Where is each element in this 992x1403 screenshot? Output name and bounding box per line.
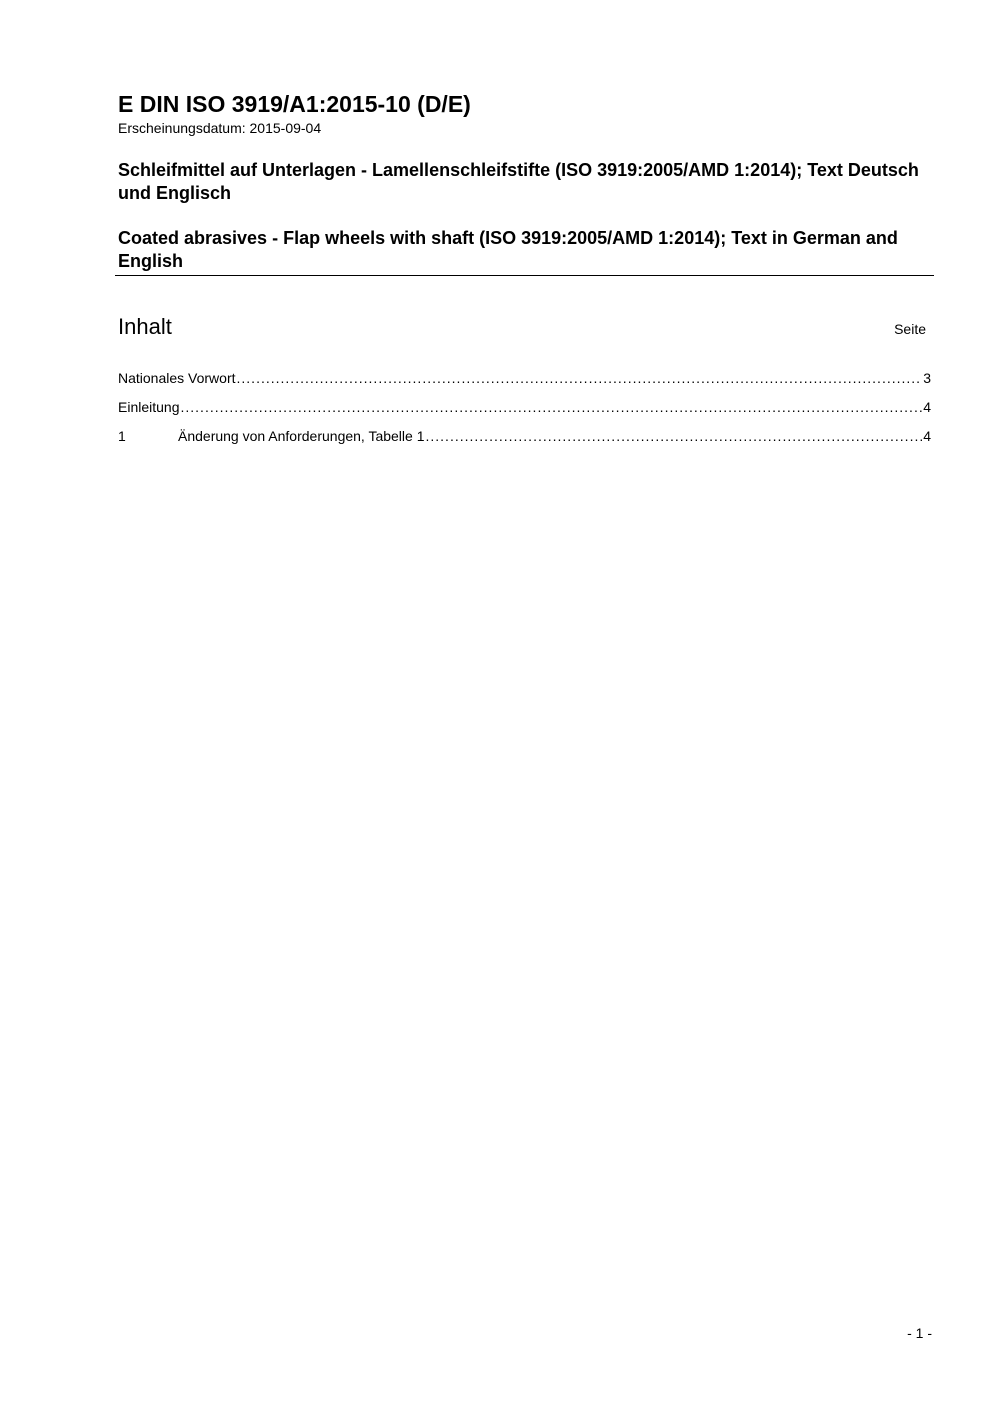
toc-leader-dots (181, 399, 923, 416)
toc-leader-dots (426, 428, 923, 445)
toc-header (118, 313, 926, 341)
toc-heading: Inhalt (118, 314, 172, 339)
document-header (118, 90, 934, 273)
title-english: Coated abrasives - Flap wheels with shaft (ISO 3919:2005/AMD 1:2014); Text in German and English (118, 228, 898, 271)
toc-entry-page: 4 (923, 428, 931, 444)
table-of-contents (118, 370, 931, 457)
title-german: Schleifmittel auf Unterlagen - Lamellenschleifstifte (ISO 3919:2005/AMD 1:2014); Text Deutsch und Englisch (118, 160, 919, 203)
header-divider (115, 275, 934, 276)
page-number: - 1 - (907, 1325, 932, 1341)
toc-entry-page: 3 (923, 370, 931, 386)
publication-date: Erscheinungsdatum: 2015-09-04 (118, 120, 322, 136)
toc-leader-dots (237, 370, 923, 387)
toc-entry-title: Nationales Vorwort (118, 370, 236, 386)
toc-entry[interactable] (118, 399, 931, 428)
toc-entry[interactable] (118, 428, 931, 457)
toc-entry[interactable] (118, 370, 931, 399)
toc-entry-title: Änderung von Anforderungen, Tabelle 1 (178, 428, 425, 444)
toc-page-label: Seite (894, 321, 926, 337)
document-id: E DIN ISO 3919/A1:2015-10 (D/E) (118, 91, 471, 117)
toc-entry-title: Einleitung (118, 399, 180, 415)
toc-entry-number: 1 (118, 428, 126, 444)
toc-entry-page: 4 (923, 399, 931, 415)
